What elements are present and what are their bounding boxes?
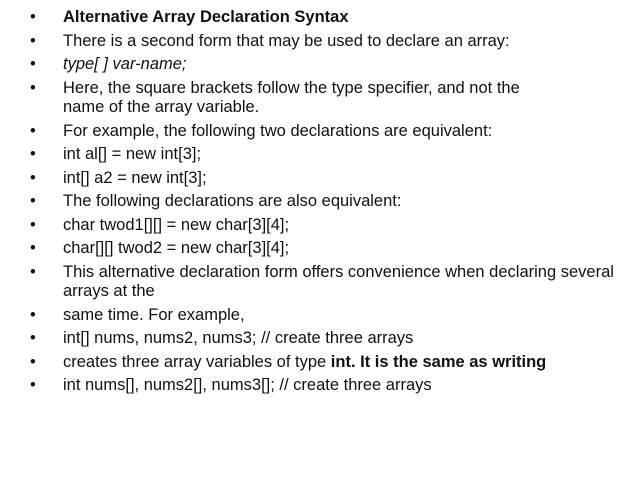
bullet-list xyxy=(30,8,620,400)
list-item xyxy=(30,55,620,75)
syntax-text: type[ ] var-name; xyxy=(63,55,187,73)
bullet-icon: • xyxy=(30,192,36,210)
list-item xyxy=(30,353,620,373)
bullet-icon: • xyxy=(30,121,36,140)
item-text: This alternative declaration form offers convenience when declaring several arrays at the xyxy=(63,262,614,300)
list-item xyxy=(30,79,620,118)
code-text: char twod1[][] = new char[3][4]; xyxy=(63,215,290,234)
code-text: int[] a2 = new int[3]; xyxy=(63,168,207,187)
list-item xyxy=(30,8,620,28)
list-item xyxy=(30,169,620,189)
list-item xyxy=(30,216,620,236)
code-text: int al[] = new int[3]; xyxy=(63,145,202,163)
list-item xyxy=(30,376,620,396)
list-item xyxy=(30,32,620,52)
bullet-icon: • xyxy=(30,8,36,26)
heading-text: Alternative Array Declaration Syntax xyxy=(63,8,349,26)
bullet-icon: • xyxy=(30,352,36,371)
item-text: creates three array variables of type xyxy=(63,352,331,371)
list-item xyxy=(30,306,620,326)
list-item xyxy=(30,145,620,165)
code-text: char[][] twod2 = new char[3][4]; xyxy=(63,239,290,257)
bullet-icon: • xyxy=(30,55,36,73)
bullet-icon: • xyxy=(30,305,36,324)
list-item xyxy=(30,122,620,142)
item-text: Here, the square brackets follow the type specifier, and not the name of the array variable. xyxy=(63,78,520,116)
item-text: same time. For example, xyxy=(63,305,245,324)
bullet-icon: • xyxy=(30,31,36,50)
bullet-icon: • xyxy=(30,145,36,163)
item-bold-text: int. It is the same as writing xyxy=(330,352,547,371)
bullet-icon: • xyxy=(30,168,36,187)
bullet-icon: • xyxy=(30,239,36,257)
bullet-icon: • xyxy=(30,376,36,394)
list-item xyxy=(30,239,620,259)
item-text: There is a second form that may be used to declare an array: xyxy=(63,31,510,50)
code-text: int[] nums, nums2, nums3; // create three arrays xyxy=(63,329,414,347)
item-text: The following declarations are also equivalent: xyxy=(63,192,402,210)
list-item xyxy=(30,192,620,212)
list-item xyxy=(30,263,620,302)
list-item xyxy=(30,329,620,349)
bullet-icon: • xyxy=(30,78,36,97)
bullet-icon: • xyxy=(30,329,36,347)
bullet-icon: • xyxy=(30,262,36,281)
item-text: For example, the following two declarations are equivalent: xyxy=(63,121,493,140)
code-text: int nums[], nums2[], nums3[]; // create three arrays xyxy=(63,376,432,394)
bullet-icon: • xyxy=(30,215,36,234)
